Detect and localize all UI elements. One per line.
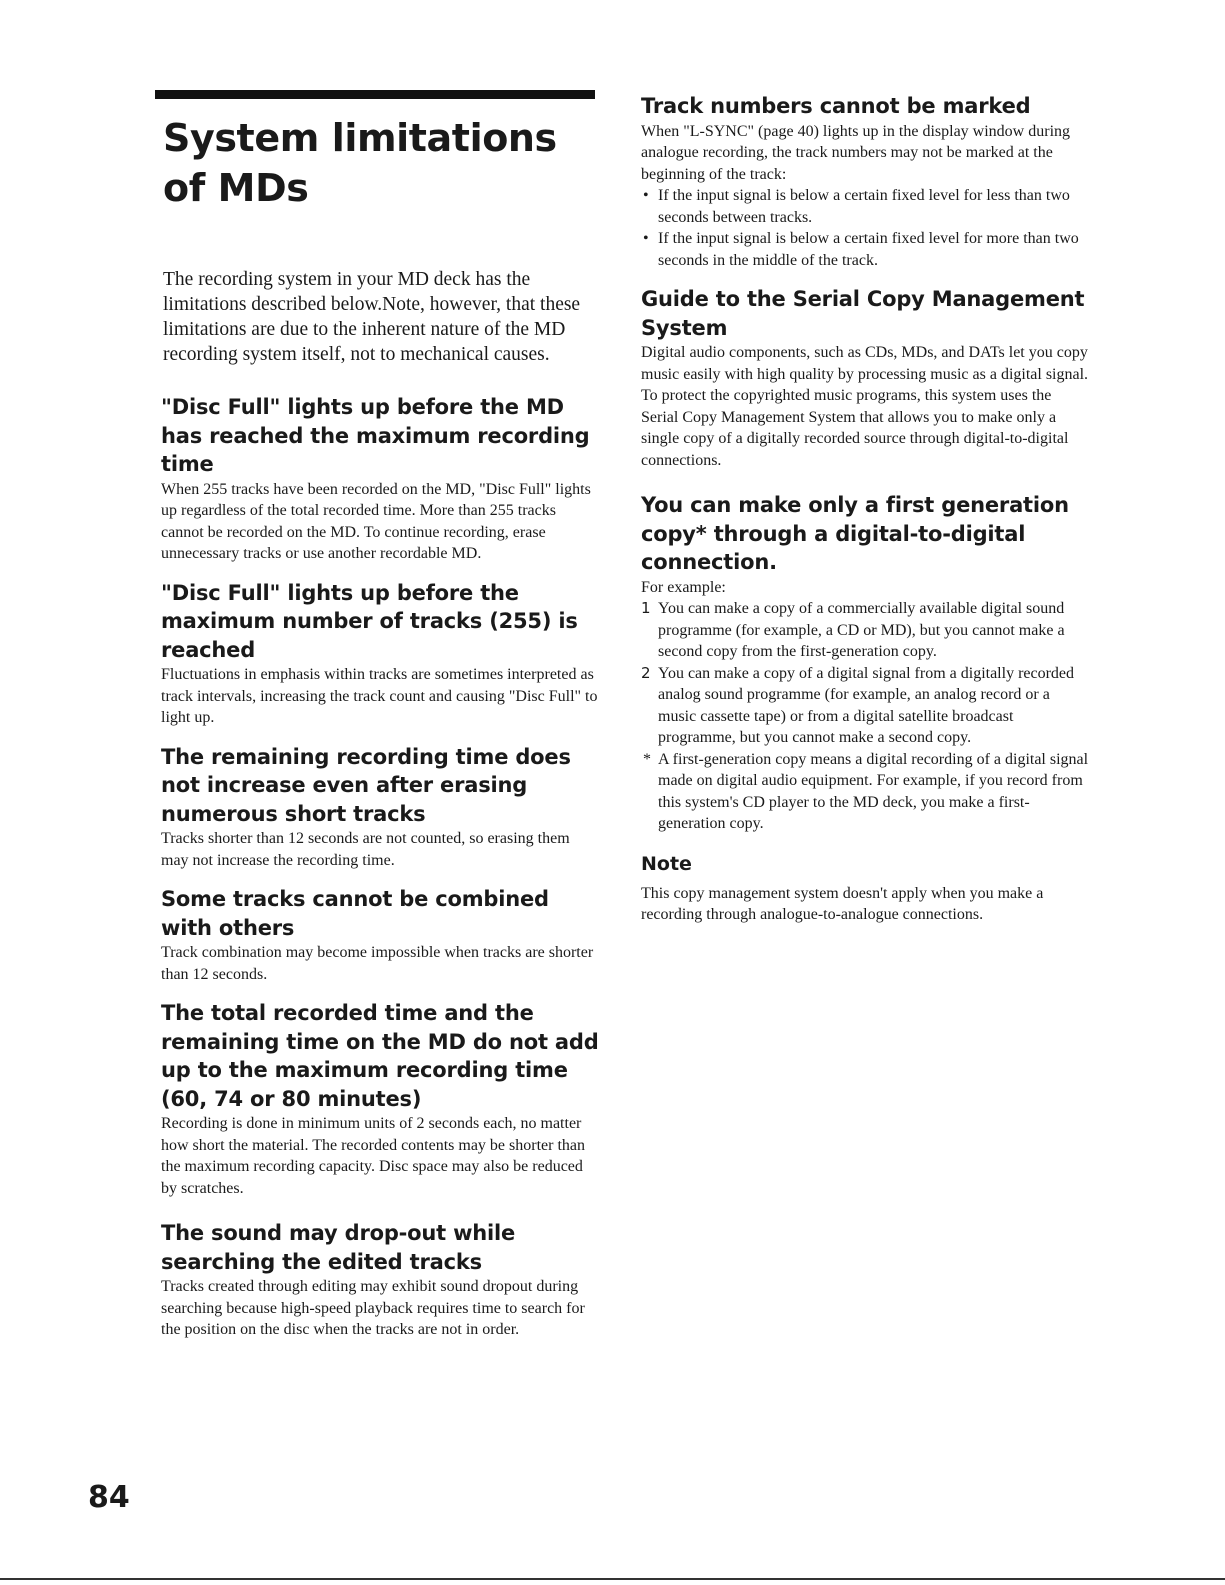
right-column	[641, 92, 1091, 926]
left-column	[155, 90, 600, 1341]
bottom-rule	[0, 1578, 1225, 1580]
note-body: This copy management system doesn't apply when you make a recording through analogue-to-analogue connections.	[641, 884, 1044, 923]
section-heading: The sound may drop-out while searching the edited tracks	[161, 1221, 516, 1274]
section-body: Recording is done in minimum units of 2 seconds each, no matter how short the material. The recorded contents may be shorter than the maximum recording capacity. Disc space may also be reduced by scratches.	[161, 1115, 586, 1197]
list-item	[641, 663, 1091, 749]
bullet-list	[641, 185, 1091, 271]
intro-paragraph: The recording system in your MD deck has the limitations described below.Note, however, that these limitations are due to the inherent nature of the MD recording system itself, not to mechanical causes.	[163, 269, 581, 365]
section-first-generation	[641, 491, 1091, 835]
section-body: Track combination may become impossible when tracks are shorter than 12 seconds.	[161, 944, 594, 983]
list-item-text: You can make a copy of a commercially available digital sound programme (for example, a CD or MD), but you cannot make a second copy from the first-generation copy.	[658, 600, 1065, 660]
section-body: When 255 tracks have been recorded on the MD, "Disc Full" lights up regardless of the total recorded time. More than 255 tracks cannot be recorded on the MD. To continue recording, erase unnecessary tracks or use another recordable MD.	[161, 480, 591, 562]
section-combine-tracks	[155, 885, 600, 985]
section-heading: The total recorded time and the remaining time on the MD do not add up to the maximum recording time (60, 74 or 80 minutes)	[161, 1001, 599, 1111]
list-item: • If the input signal is below a certain fixed level for less than two seconds between tracks.	[641, 185, 1091, 228]
section-body: Fluctuations in emphasis within tracks are sometimes interpreted as track intervals, increasing the track count and causing "Disc Full" to light up.	[161, 666, 598, 726]
section-sound-dropout	[155, 1219, 600, 1341]
page-title: System limitations of MDs	[163, 116, 557, 210]
section-note	[641, 851, 1091, 926]
footnote	[641, 749, 1091, 835]
section-disc-full-tracks	[155, 579, 600, 729]
section-body: For example:	[641, 578, 726, 596]
page-number: 84	[88, 1480, 130, 1515]
section-heading: Some tracks cannot be combined with others	[161, 887, 549, 940]
section-heading: You can make only a first generation copy* through a digital-to-digital connection.	[641, 493, 1069, 574]
section-body: Tracks created through editing may exhibit sound dropout during searching because high-speed playback requires time to search for the position on the disc when the tracks are not in order.	[161, 1278, 585, 1338]
section-heading: "Disc Full" lights up before the MD has reached the maximum recording time	[161, 395, 590, 476]
list-number: 2	[641, 663, 651, 682]
section-heading: Guide to the Serial Copy Management System	[641, 287, 1085, 340]
list-item-text: You can make a copy of a digital signal from a digitally recorded analog sound programme (for example, an analog record or a music cassette tape) or from a digital satellite broadcast programme, but you cannot make a second copy.	[658, 664, 1075, 746]
title-rule	[155, 90, 595, 99]
section-heading: "Disc Full" lights up before the maximum number of tracks (255) is reached	[161, 580, 578, 662]
section-heading: Track numbers cannot be marked	[641, 94, 1031, 118]
section-scms	[641, 285, 1091, 471]
note-heading: Note	[641, 852, 692, 875]
numbered-list	[641, 598, 1091, 749]
section-track-numbers	[641, 92, 1091, 271]
list-number: 1	[641, 599, 651, 617]
list-item	[641, 598, 1091, 663]
section-body: When "L-SYNC" (page 40) lights up in the display window during analogue recording, the track numbers may not be marked at the beginning of the track:	[641, 122, 1071, 183]
section-body: Digital audio components, such as CDs, MDs, and DATs let you copy music easily with high quality by processing music as a digital signal.	[641, 344, 1089, 383]
section-heading: The remaining recording time does not increase even after erasing numerous short tracks	[161, 744, 571, 826]
section-disc-full-time	[155, 393, 600, 565]
section-body: Tracks shorter than 12 seconds are not counted, so erasing them may not increase the recording time.	[161, 830, 570, 869]
footnote-mark: *	[643, 750, 651, 768]
list-item: • If the input signal is below a certain fixed level for more than two seconds in the middle of the track.	[641, 228, 1091, 271]
section-remaining-time	[155, 743, 600, 872]
footnote-text: A first-generation copy means a digital recording of a digital signal made on digital audio equipment. For example, if you record from this system's CD player to the MD deck, you make a first-generation copy.	[658, 750, 1089, 832]
section-body: To protect the copyrighted music programs, this system uses the Serial Copy Management System that allows you to make only a single copy of a digitally recorded source through digital-to-digital connections.	[641, 387, 1069, 469]
section-total-time	[155, 999, 600, 1199]
